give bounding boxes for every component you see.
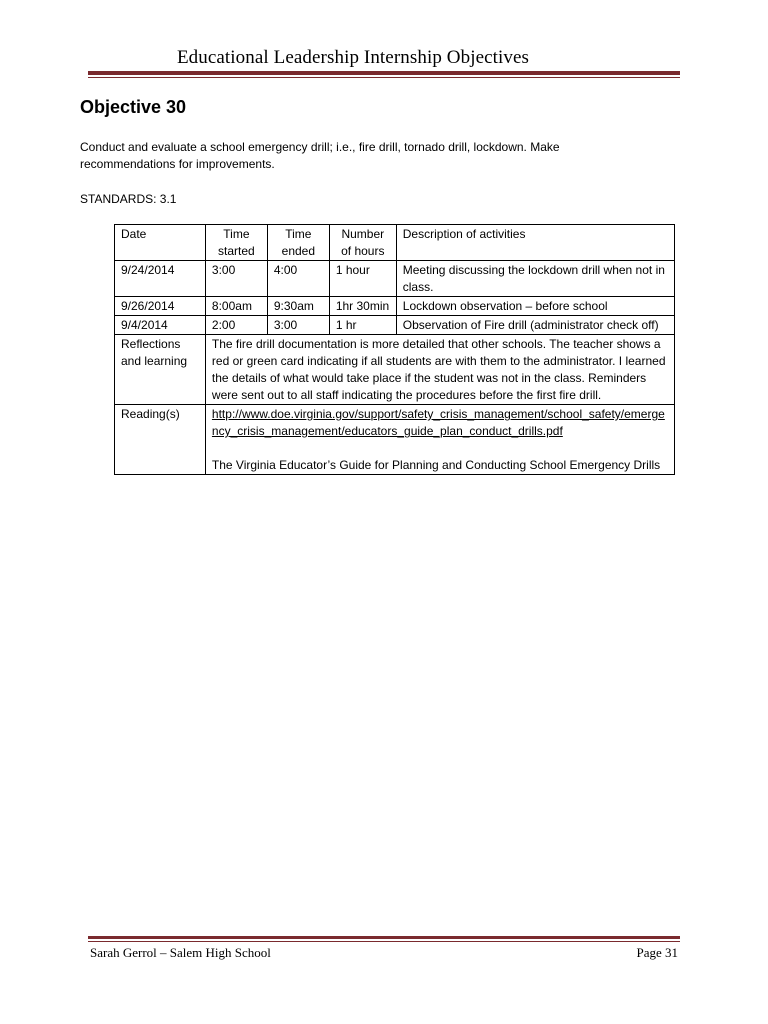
row-start: 8:00am [205, 297, 267, 316]
row-description: Observation of Fire drill (administrator check off) [396, 316, 674, 335]
objective-heading: Objective 30 [80, 97, 187, 117]
row-description: Meeting discussing the lockdown drill when not in class. [396, 261, 674, 297]
table-row [115, 316, 675, 335]
reflections-label: Reflections and learning [115, 335, 206, 405]
header-time-started: Time started [205, 225, 267, 261]
table-header-row [115, 225, 675, 261]
row-end: 3:00 [267, 316, 329, 335]
row-end: 4:00 [267, 261, 329, 297]
activity-log-table [114, 224, 675, 475]
row-hours: 1hr 30min [329, 297, 396, 316]
header-date: Date [115, 225, 206, 261]
header-time-ended: Time ended [267, 225, 329, 261]
reading-link[interactable]: http://www.doe.virginia.gov/support/safety_crisis_management/school_safety/emergency_crisis_management/educators_guide_plan_conduct_drills.pdf [211, 407, 665, 438]
objective-description: Conduct and evaluate a school emergency drill; i.e., fire drill, tornado drill, lockdown. Make recommendations for improvements. [80, 140, 560, 171]
readings-cell [205, 405, 674, 475]
header-description: Description of activities [396, 225, 674, 261]
header-hours: Number of hours [329, 225, 396, 261]
row-date: 9/24/2014 [115, 261, 206, 297]
reflections-row [115, 335, 675, 405]
reading-spacer [212, 440, 668, 457]
row-description: Lockdown observation – before school [396, 297, 674, 316]
row-start: 3:00 [205, 261, 267, 297]
row-start: 2:00 [205, 316, 267, 335]
table-row [115, 261, 675, 297]
row-hours: 1 hour [329, 261, 396, 297]
row-end: 9:30am [267, 297, 329, 316]
standards-label: STANDARDS: 3.1 [80, 192, 177, 206]
row-date: 9/26/2014 [115, 297, 206, 316]
table-row [115, 297, 675, 316]
footer-rule [88, 936, 680, 942]
row-date: 9/4/2014 [115, 316, 206, 335]
reading-title: The Virginia Educator’s Guide for Planning and Conducting School Emergency Drills [211, 458, 661, 472]
readings-row [115, 405, 675, 475]
row-hours: 1 hr [329, 316, 396, 335]
reflections-text: The fire drill documentation is more detailed that other schools. The teacher shows a red or green card indicating if all students are with them to the administrator. I learned the details of what would take place if the student was not in the class. Reminders were sent out to all staff indicating the procedures before the first fire drill. [205, 335, 674, 405]
header-rule [88, 71, 680, 78]
footer-author: Sarah Gerrol – Salem High School [90, 945, 271, 960]
readings-label: Reading(s) [115, 405, 206, 475]
footer-page-number: Page 31 [636, 945, 678, 960]
page-header-title: Educational Leadership Internship Objectives [176, 47, 530, 68]
